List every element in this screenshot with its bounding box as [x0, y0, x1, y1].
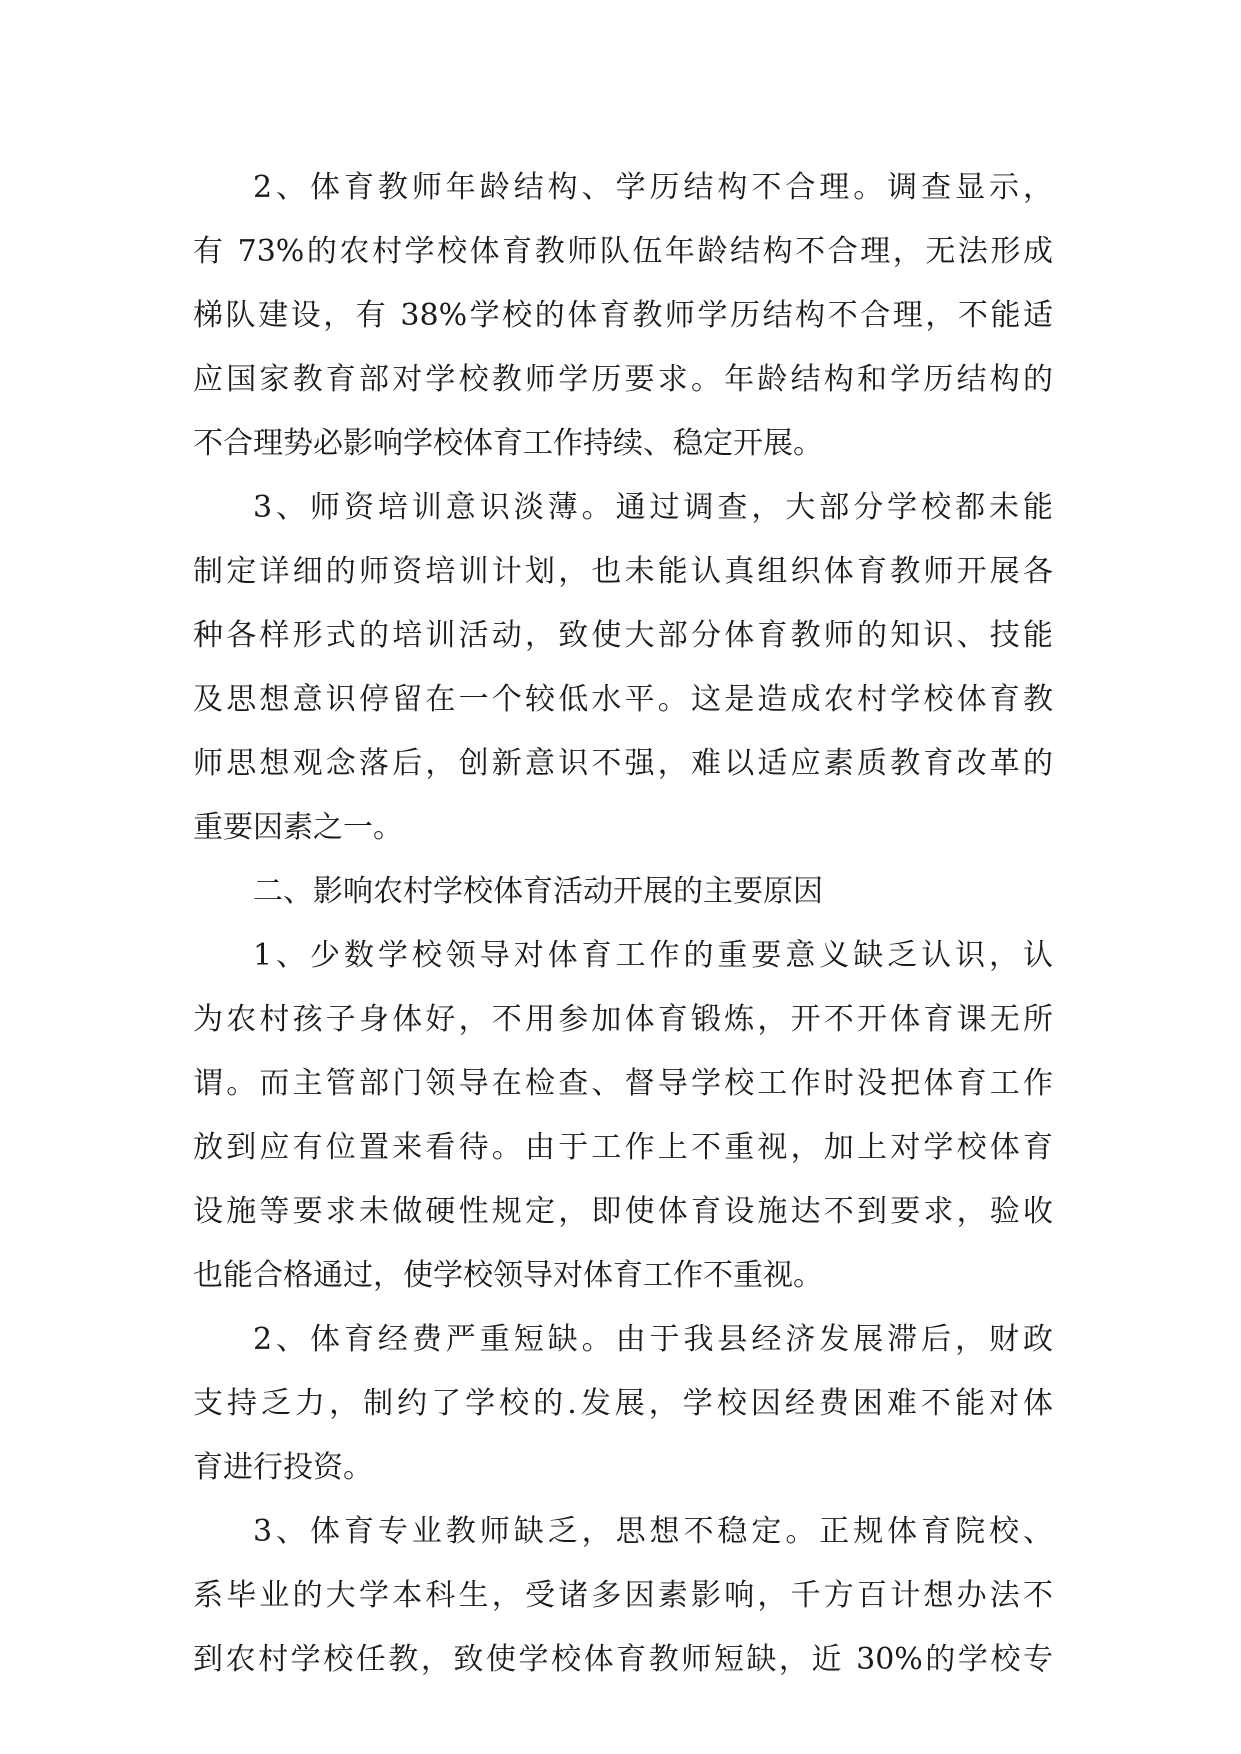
text-line: 也能合格通过，使学校领导对体育工作不重视。: [193, 1258, 823, 1293]
section-heading: 二、影响农村学校体育活动开展的主要原因: [253, 874, 823, 909]
text-line: 谓。而主管部门领导在检查、督导学校工作时没把体育工作: [193, 1066, 1053, 1101]
text-line: 不合理势必影响学校体育工作持续、稳定开展。: [193, 426, 823, 461]
text-line: 及思想意识停留在一个较低水平。这是造成农村学校体育教: [193, 682, 1053, 717]
text-line: 师思想观念落后，创新意识不强，难以适应素质教育改革的: [193, 746, 1053, 781]
document-body: [193, 156, 1053, 1692]
text-line: 育进行投资。: [193, 1450, 373, 1485]
text-line: 2、体育经费严重短缺。由于我县经济发展滞后，财政: [253, 1322, 1053, 1357]
text-line: 重要因素之一。: [193, 810, 403, 845]
text-line: 种各样形式的培训活动，致使大部分体育教师的知识、技能: [193, 618, 1053, 653]
text-line: 梯队建设，有 38%学校的体育教师学历结构不合理，不能适: [193, 298, 1053, 333]
text-line: 1、少数学校领导对体育工作的重要意义缺乏认识，认: [253, 938, 1053, 973]
text-line: 有 73%的农村学校体育教师队伍年龄结构不合理，无法形成: [193, 234, 1053, 269]
text-line: 应国家教育部对学校教师学历要求。年龄结构和学历结构的: [193, 362, 1053, 397]
text-line: 系毕业的大学本科生，受诸多因素影响，千方百计想办法不: [193, 1578, 1053, 1613]
text-line: 到农村学校任教，致使学校体育教师短缺，近 30%的学校专: [193, 1642, 1053, 1677]
text-line: 支持乏力，制约了学校的.发展，学校因经费困难不能对体: [193, 1386, 1053, 1421]
text-line: 3、师资培训意识淡薄。通过调查，大部分学校都未能: [253, 490, 1053, 525]
text-line: 2、体育教师年龄结构、学历结构不合理。调查显示，: [253, 170, 1053, 205]
text-line: 3、体育专业教师缺乏，思想不稳定。正规体育院校、: [253, 1514, 1053, 1549]
text-line: 为农村孩子身体好，不用参加体育锻炼，开不开体育课无所: [193, 1002, 1053, 1037]
text-line: 制定详细的师资培训计划，也未能认真组织体育教师开展各: [193, 554, 1053, 589]
text-line: 放到应有位置来看待。由于工作上不重视，加上对学校体育: [193, 1130, 1053, 1165]
text-line: 设施等要求未做硬性规定，即使体育设施达不到要求，验收: [193, 1194, 1053, 1229]
